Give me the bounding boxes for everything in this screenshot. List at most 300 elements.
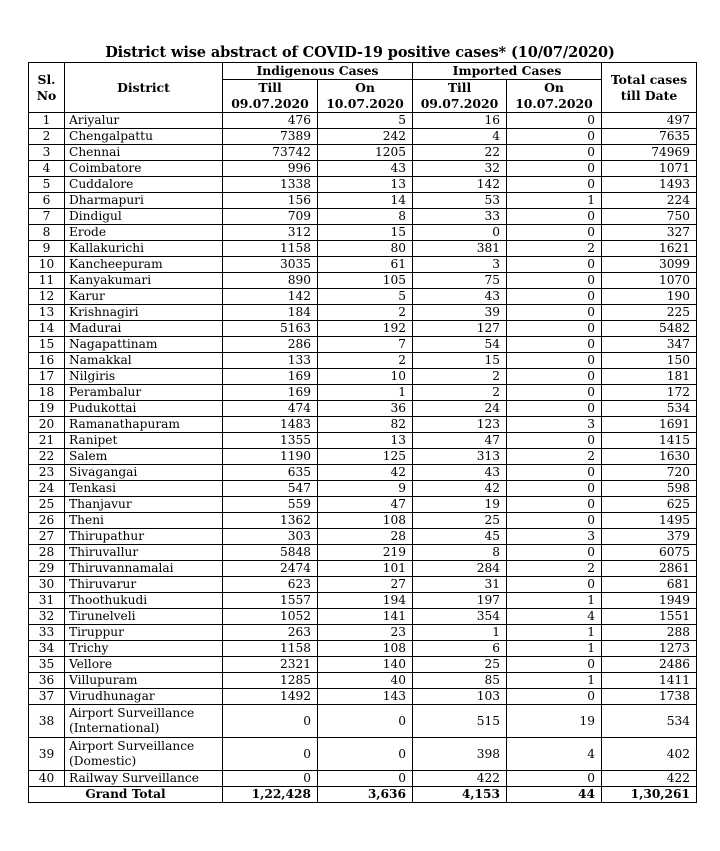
cell-imported-on: 0: [507, 321, 602, 337]
cell-sl-no: 10: [29, 257, 65, 273]
cell-imported-on: 0: [507, 689, 602, 705]
cell-district: Salem: [65, 449, 223, 465]
table-row: [29, 177, 697, 193]
cell-imported-till: 75: [413, 273, 507, 289]
cell-indigenous-on: 8: [318, 209, 413, 225]
cell-indigenous-on: 5: [318, 113, 413, 129]
cell-sl-no: 20: [29, 417, 65, 433]
table-row: [29, 385, 697, 401]
grand-total-indigenous-till: 1,22,428: [223, 787, 318, 803]
cell-indigenous-on: 42: [318, 465, 413, 481]
cell-indigenous-on: 14: [318, 193, 413, 209]
cell-imported-on: 0: [507, 481, 602, 497]
cell-indigenous-on: 15: [318, 225, 413, 241]
cell-sl-no: 24: [29, 481, 65, 497]
cell-indigenous-on: 47: [318, 497, 413, 513]
cell-sl-no: 15: [29, 337, 65, 353]
cell-imported-till: 127: [413, 321, 507, 337]
cell-imported-till: 6: [413, 641, 507, 657]
cell-district: Thanjavur: [65, 497, 223, 513]
cell-imported-on: 3: [507, 529, 602, 545]
cell-imported-on: 0: [507, 513, 602, 529]
cell-total: 5482: [602, 321, 697, 337]
table-row: [29, 561, 697, 577]
cell-imported-till: 54: [413, 337, 507, 353]
cell-indigenous-till: 1355: [223, 433, 318, 449]
header-sl-no: Sl. No: [29, 63, 65, 113]
cell-district: Sivagangai: [65, 465, 223, 481]
cell-imported-on: 0: [507, 273, 602, 289]
table-row: [29, 545, 697, 561]
cell-indigenous-on: 2: [318, 305, 413, 321]
cell-indigenous-on: 36: [318, 401, 413, 417]
cell-indigenous-till: 286: [223, 337, 318, 353]
table-row: [29, 241, 697, 257]
cell-district: Madurai: [65, 321, 223, 337]
cell-imported-till: 43: [413, 465, 507, 481]
cell-total: 379: [602, 529, 697, 545]
cell-indigenous-till: 1362: [223, 513, 318, 529]
cell-total: 1949: [602, 593, 697, 609]
cell-sl-no: 30: [29, 577, 65, 593]
cell-total: 6075: [602, 545, 697, 561]
cell-sl-no: 31: [29, 593, 65, 609]
cell-indigenous-on: 194: [318, 593, 413, 609]
cell-imported-till: 15: [413, 353, 507, 369]
cell-indigenous-on: 80: [318, 241, 413, 257]
cell-total: 150: [602, 353, 697, 369]
cell-imported-on: 0: [507, 129, 602, 145]
cell-district: Krishnagiri: [65, 305, 223, 321]
cell-imported-till: 19: [413, 497, 507, 513]
cell-indigenous-on: 101: [318, 561, 413, 577]
cell-imported-till: 42: [413, 481, 507, 497]
cell-total: 1070: [602, 273, 697, 289]
cell-indigenous-till: 169: [223, 369, 318, 385]
cell-indigenous-till: 623: [223, 577, 318, 593]
table-row: [29, 401, 697, 417]
cell-imported-till: 284: [413, 561, 507, 577]
cell-imported-till: 381: [413, 241, 507, 257]
cell-total: 190: [602, 289, 697, 305]
header-imported-till: Till 09.07.2020: [413, 80, 507, 113]
cell-indigenous-till: 133: [223, 353, 318, 369]
cell-imported-on: 1: [507, 593, 602, 609]
cell-total: 2486: [602, 657, 697, 673]
cell-indigenous-on: 13: [318, 433, 413, 449]
cell-imported-on: 0: [507, 577, 602, 593]
cell-district: Virudhunagar: [65, 689, 223, 705]
grand-total-indigenous-on: 3,636: [318, 787, 413, 803]
cell-imported-on: 0: [507, 145, 602, 161]
cell-total: 402: [602, 738, 697, 771]
cell-sl-no: 8: [29, 225, 65, 241]
table-row: [29, 738, 697, 771]
cell-total: 1071: [602, 161, 697, 177]
cell-district: Airport Surveillance (International): [65, 705, 223, 738]
cell-imported-on: 0: [507, 289, 602, 305]
cell-district: Namakkal: [65, 353, 223, 369]
cell-district: Dindigul: [65, 209, 223, 225]
cell-indigenous-on: 242: [318, 129, 413, 145]
cell-total: 347: [602, 337, 697, 353]
cell-total: 7635: [602, 129, 697, 145]
cell-total: 1691: [602, 417, 697, 433]
cell-district: Chennai: [65, 145, 223, 161]
cell-sl-no: 38: [29, 705, 65, 738]
cell-district: Thiruvannamalai: [65, 561, 223, 577]
cell-sl-no: 28: [29, 545, 65, 561]
cell-indigenous-on: 108: [318, 641, 413, 657]
cell-imported-on: 0: [507, 257, 602, 273]
cell-indigenous-on: 0: [318, 705, 413, 738]
cell-district: Thiruvallur: [65, 545, 223, 561]
cell-indigenous-till: 1190: [223, 449, 318, 465]
header-indigenous-cases: Indigenous Cases: [223, 63, 413, 80]
cell-indigenous-on: 10: [318, 369, 413, 385]
cell-indigenous-on: 7: [318, 337, 413, 353]
cell-total: 1630: [602, 449, 697, 465]
cell-sl-no: 33: [29, 625, 65, 641]
table-row: [29, 771, 697, 787]
cell-indigenous-till: 169: [223, 385, 318, 401]
cell-indigenous-till: 3035: [223, 257, 318, 273]
cell-imported-on: 3: [507, 417, 602, 433]
cell-indigenous-till: 547: [223, 481, 318, 497]
cell-total: 2861: [602, 561, 697, 577]
cell-sl-no: 6: [29, 193, 65, 209]
cell-district: Ariyalur: [65, 113, 223, 129]
cell-indigenous-till: 142: [223, 289, 318, 305]
table-row: [29, 129, 697, 145]
cell-imported-on: 0: [507, 177, 602, 193]
table-row: [29, 577, 697, 593]
cell-district: Karur: [65, 289, 223, 305]
cell-total: 598: [602, 481, 697, 497]
cell-district: Nilgiris: [65, 369, 223, 385]
cell-district: Tenkasi: [65, 481, 223, 497]
table-row: [29, 353, 697, 369]
table-row: [29, 593, 697, 609]
cell-imported-on: 2: [507, 449, 602, 465]
cell-imported-till: 422: [413, 771, 507, 787]
cell-indigenous-till: 1158: [223, 641, 318, 657]
cell-indigenous-till: 0: [223, 738, 318, 771]
covid-abstract-table: [28, 62, 697, 803]
cell-imported-till: 123: [413, 417, 507, 433]
cell-total: 1493: [602, 177, 697, 193]
cell-district: Erode: [65, 225, 223, 241]
cell-sl-no: 9: [29, 241, 65, 257]
cell-indigenous-on: 61: [318, 257, 413, 273]
cell-indigenous-till: 1285: [223, 673, 318, 689]
cell-district: Kanyakumari: [65, 273, 223, 289]
grand-total-imported-on: 44: [507, 787, 602, 803]
cell-imported-till: 25: [413, 657, 507, 673]
table-row: [29, 497, 697, 513]
cell-sl-no: 21: [29, 433, 65, 449]
table-row: [29, 225, 697, 241]
cell-total: 625: [602, 497, 697, 513]
cell-imported-on: 2: [507, 241, 602, 257]
cell-imported-on: 4: [507, 609, 602, 625]
cell-sl-no: 2: [29, 129, 65, 145]
cell-indigenous-till: 2474: [223, 561, 318, 577]
cell-total: 720: [602, 465, 697, 481]
cell-district: Airport Surveillance (Domestic): [65, 738, 223, 771]
cell-sl-no: 5: [29, 177, 65, 193]
cell-district: Theni: [65, 513, 223, 529]
cell-indigenous-on: 0: [318, 738, 413, 771]
table-row: [29, 481, 697, 497]
cell-sl-no: 37: [29, 689, 65, 705]
table-row: [29, 305, 697, 321]
table-row: [29, 209, 697, 225]
cell-imported-on: 0: [507, 369, 602, 385]
cell-district: Coimbatore: [65, 161, 223, 177]
cell-indigenous-on: 140: [318, 657, 413, 673]
cell-imported-on: 1: [507, 641, 602, 657]
cell-sl-no: 32: [29, 609, 65, 625]
cell-district: Kallakurichi: [65, 241, 223, 257]
table-row: [29, 609, 697, 625]
header-imported-on: On 10.07.2020: [507, 80, 602, 113]
cell-district: Railway Surveillance: [65, 771, 223, 787]
cell-indigenous-till: 474: [223, 401, 318, 417]
cell-imported-till: 39: [413, 305, 507, 321]
cell-sl-no: 18: [29, 385, 65, 401]
cell-sl-no: 13: [29, 305, 65, 321]
cell-indigenous-till: 156: [223, 193, 318, 209]
cell-total: 750: [602, 209, 697, 225]
cell-imported-on: 2: [507, 561, 602, 577]
table-row: [29, 337, 697, 353]
cell-imported-till: 3: [413, 257, 507, 273]
cell-imported-till: 313: [413, 449, 507, 465]
cell-district: Nagapattinam: [65, 337, 223, 353]
header-indigenous-on: On 10.07.2020: [318, 80, 413, 113]
table-body: [29, 113, 697, 787]
cell-sl-no: 1: [29, 113, 65, 129]
cell-district: Ramanathapuram: [65, 417, 223, 433]
cell-imported-till: 32: [413, 161, 507, 177]
cell-district: Ranipet: [65, 433, 223, 449]
table-row: [29, 145, 697, 161]
cell-imported-on: 0: [507, 771, 602, 787]
cell-total: 1415: [602, 433, 697, 449]
table-row: [29, 657, 697, 673]
cell-imported-on: 0: [507, 113, 602, 129]
cell-total: 1495: [602, 513, 697, 529]
cell-indigenous-till: 73742: [223, 145, 318, 161]
cell-indigenous-on: 1205: [318, 145, 413, 161]
cell-indigenous-till: 184: [223, 305, 318, 321]
cell-district: Kancheepuram: [65, 257, 223, 273]
cell-imported-till: 142: [413, 177, 507, 193]
cell-indigenous-till: 303: [223, 529, 318, 545]
table-row: [29, 321, 697, 337]
table-row: [29, 449, 697, 465]
cell-imported-till: 25: [413, 513, 507, 529]
cell-sl-no: 17: [29, 369, 65, 385]
cell-indigenous-till: 1557: [223, 593, 318, 609]
cell-indigenous-till: 0: [223, 705, 318, 738]
cell-sl-no: 39: [29, 738, 65, 771]
cell-indigenous-on: 27: [318, 577, 413, 593]
cell-imported-on: 0: [507, 337, 602, 353]
cell-total: 181: [602, 369, 697, 385]
cell-district: Tirunelveli: [65, 609, 223, 625]
cell-total: 534: [602, 705, 697, 738]
cell-sl-no: 29: [29, 561, 65, 577]
cell-sl-no: 12: [29, 289, 65, 305]
cell-indigenous-on: 105: [318, 273, 413, 289]
cell-indigenous-till: 559: [223, 497, 318, 513]
cell-indigenous-on: 82: [318, 417, 413, 433]
cell-district: Perambalur: [65, 385, 223, 401]
cell-total: 288: [602, 625, 697, 641]
cell-imported-till: 1: [413, 625, 507, 641]
cell-total: 327: [602, 225, 697, 241]
cell-sl-no: 4: [29, 161, 65, 177]
cell-imported-on: 0: [507, 225, 602, 241]
cell-imported-till: 22: [413, 145, 507, 161]
cell-imported-on: 4: [507, 738, 602, 771]
cell-district: Pudukottai: [65, 401, 223, 417]
table-header: [29, 63, 697, 113]
cell-imported-on: 0: [507, 497, 602, 513]
cell-imported-on: 19: [507, 705, 602, 738]
cell-sl-no: 35: [29, 657, 65, 673]
cell-imported-on: 0: [507, 545, 602, 561]
cell-indigenous-on: 141: [318, 609, 413, 625]
cell-indigenous-on: 143: [318, 689, 413, 705]
cell-total: 3099: [602, 257, 697, 273]
header-total-cases: Total cases till Date: [602, 63, 697, 113]
grand-total-imported-till: 4,153: [413, 787, 507, 803]
table-row: [29, 193, 697, 209]
cell-indigenous-till: 709: [223, 209, 318, 225]
cell-imported-on: 0: [507, 209, 602, 225]
cell-imported-till: 103: [413, 689, 507, 705]
cell-sl-no: 40: [29, 771, 65, 787]
cell-sl-no: 19: [29, 401, 65, 417]
cell-sl-no: 7: [29, 209, 65, 225]
cell-indigenous-till: 5163: [223, 321, 318, 337]
table-row: [29, 673, 697, 689]
cell-district: Trichy: [65, 641, 223, 657]
cell-indigenous-till: 1492: [223, 689, 318, 705]
cell-imported-on: 1: [507, 673, 602, 689]
table-row: [29, 369, 697, 385]
cell-indigenous-on: 192: [318, 321, 413, 337]
cell-sl-no: 36: [29, 673, 65, 689]
cell-indigenous-on: 5: [318, 289, 413, 305]
cell-indigenous-on: 125: [318, 449, 413, 465]
cell-imported-till: 24: [413, 401, 507, 417]
cell-imported-till: 8: [413, 545, 507, 561]
cell-indigenous-till: 635: [223, 465, 318, 481]
cell-imported-till: 197: [413, 593, 507, 609]
table-row: [29, 513, 697, 529]
cell-imported-till: 515: [413, 705, 507, 738]
cell-indigenous-till: 1483: [223, 417, 318, 433]
cell-imported-till: 85: [413, 673, 507, 689]
cell-imported-till: 45: [413, 529, 507, 545]
cell-indigenous-till: 312: [223, 225, 318, 241]
cell-imported-till: 354: [413, 609, 507, 625]
table-row: [29, 465, 697, 481]
cell-district: Tiruppur: [65, 625, 223, 641]
cell-total: 224: [602, 193, 697, 209]
cell-indigenous-on: 40: [318, 673, 413, 689]
cell-sl-no: 16: [29, 353, 65, 369]
cell-indigenous-on: 219: [318, 545, 413, 561]
table-row: [29, 257, 697, 273]
cell-indigenous-on: 9: [318, 481, 413, 497]
cell-imported-till: 43: [413, 289, 507, 305]
cell-sl-no: 3: [29, 145, 65, 161]
cell-indigenous-till: 1158: [223, 241, 318, 257]
cell-imported-till: 16: [413, 113, 507, 129]
cell-district: Thiruvarur: [65, 577, 223, 593]
cell-imported-till: 2: [413, 385, 507, 401]
table-row: [29, 689, 697, 705]
cell-district: Cuddalore: [65, 177, 223, 193]
cell-district: Thoothukudi: [65, 593, 223, 609]
cell-indigenous-till: 263: [223, 625, 318, 641]
cell-imported-till: 31: [413, 577, 507, 593]
cell-indigenous-till: 1052: [223, 609, 318, 625]
cell-imported-on: 0: [507, 385, 602, 401]
cell-indigenous-on: 13: [318, 177, 413, 193]
cell-total: 497: [602, 113, 697, 129]
cell-imported-till: 4: [413, 129, 507, 145]
table-row: [29, 641, 697, 657]
cell-district: Dharmapuri: [65, 193, 223, 209]
cell-imported-till: 2: [413, 369, 507, 385]
cell-indigenous-on: 0: [318, 771, 413, 787]
cell-sl-no: 26: [29, 513, 65, 529]
table-title: District wise abstract of COVID-19 positive cases* (10/07/2020): [105, 44, 615, 61]
cell-indigenous-till: 0: [223, 771, 318, 787]
cell-total: 1273: [602, 641, 697, 657]
cell-sl-no: 22: [29, 449, 65, 465]
table-row: [29, 625, 697, 641]
cell-imported-till: 0: [413, 225, 507, 241]
cell-total: 1551: [602, 609, 697, 625]
cell-imported-till: 33: [413, 209, 507, 225]
cell-imported-on: 0: [507, 465, 602, 481]
header-district: District: [65, 63, 223, 113]
cell-total: 74969: [602, 145, 697, 161]
table-row: [29, 273, 697, 289]
cell-total: 534: [602, 401, 697, 417]
cell-district: Vellore: [65, 657, 223, 673]
cell-indigenous-on: 43: [318, 161, 413, 177]
cell-imported-on: 0: [507, 657, 602, 673]
cell-imported-on: 1: [507, 193, 602, 209]
cell-total: 681: [602, 577, 697, 593]
cell-imported-till: 53: [413, 193, 507, 209]
grand-total-label: Grand Total: [29, 787, 223, 803]
cell-indigenous-on: 1: [318, 385, 413, 401]
cell-district: Chengalpattu: [65, 129, 223, 145]
grand-total-row: [29, 787, 697, 803]
cell-indigenous-till: 1338: [223, 177, 318, 193]
cell-indigenous-till: 5848: [223, 545, 318, 561]
cell-sl-no: 34: [29, 641, 65, 657]
